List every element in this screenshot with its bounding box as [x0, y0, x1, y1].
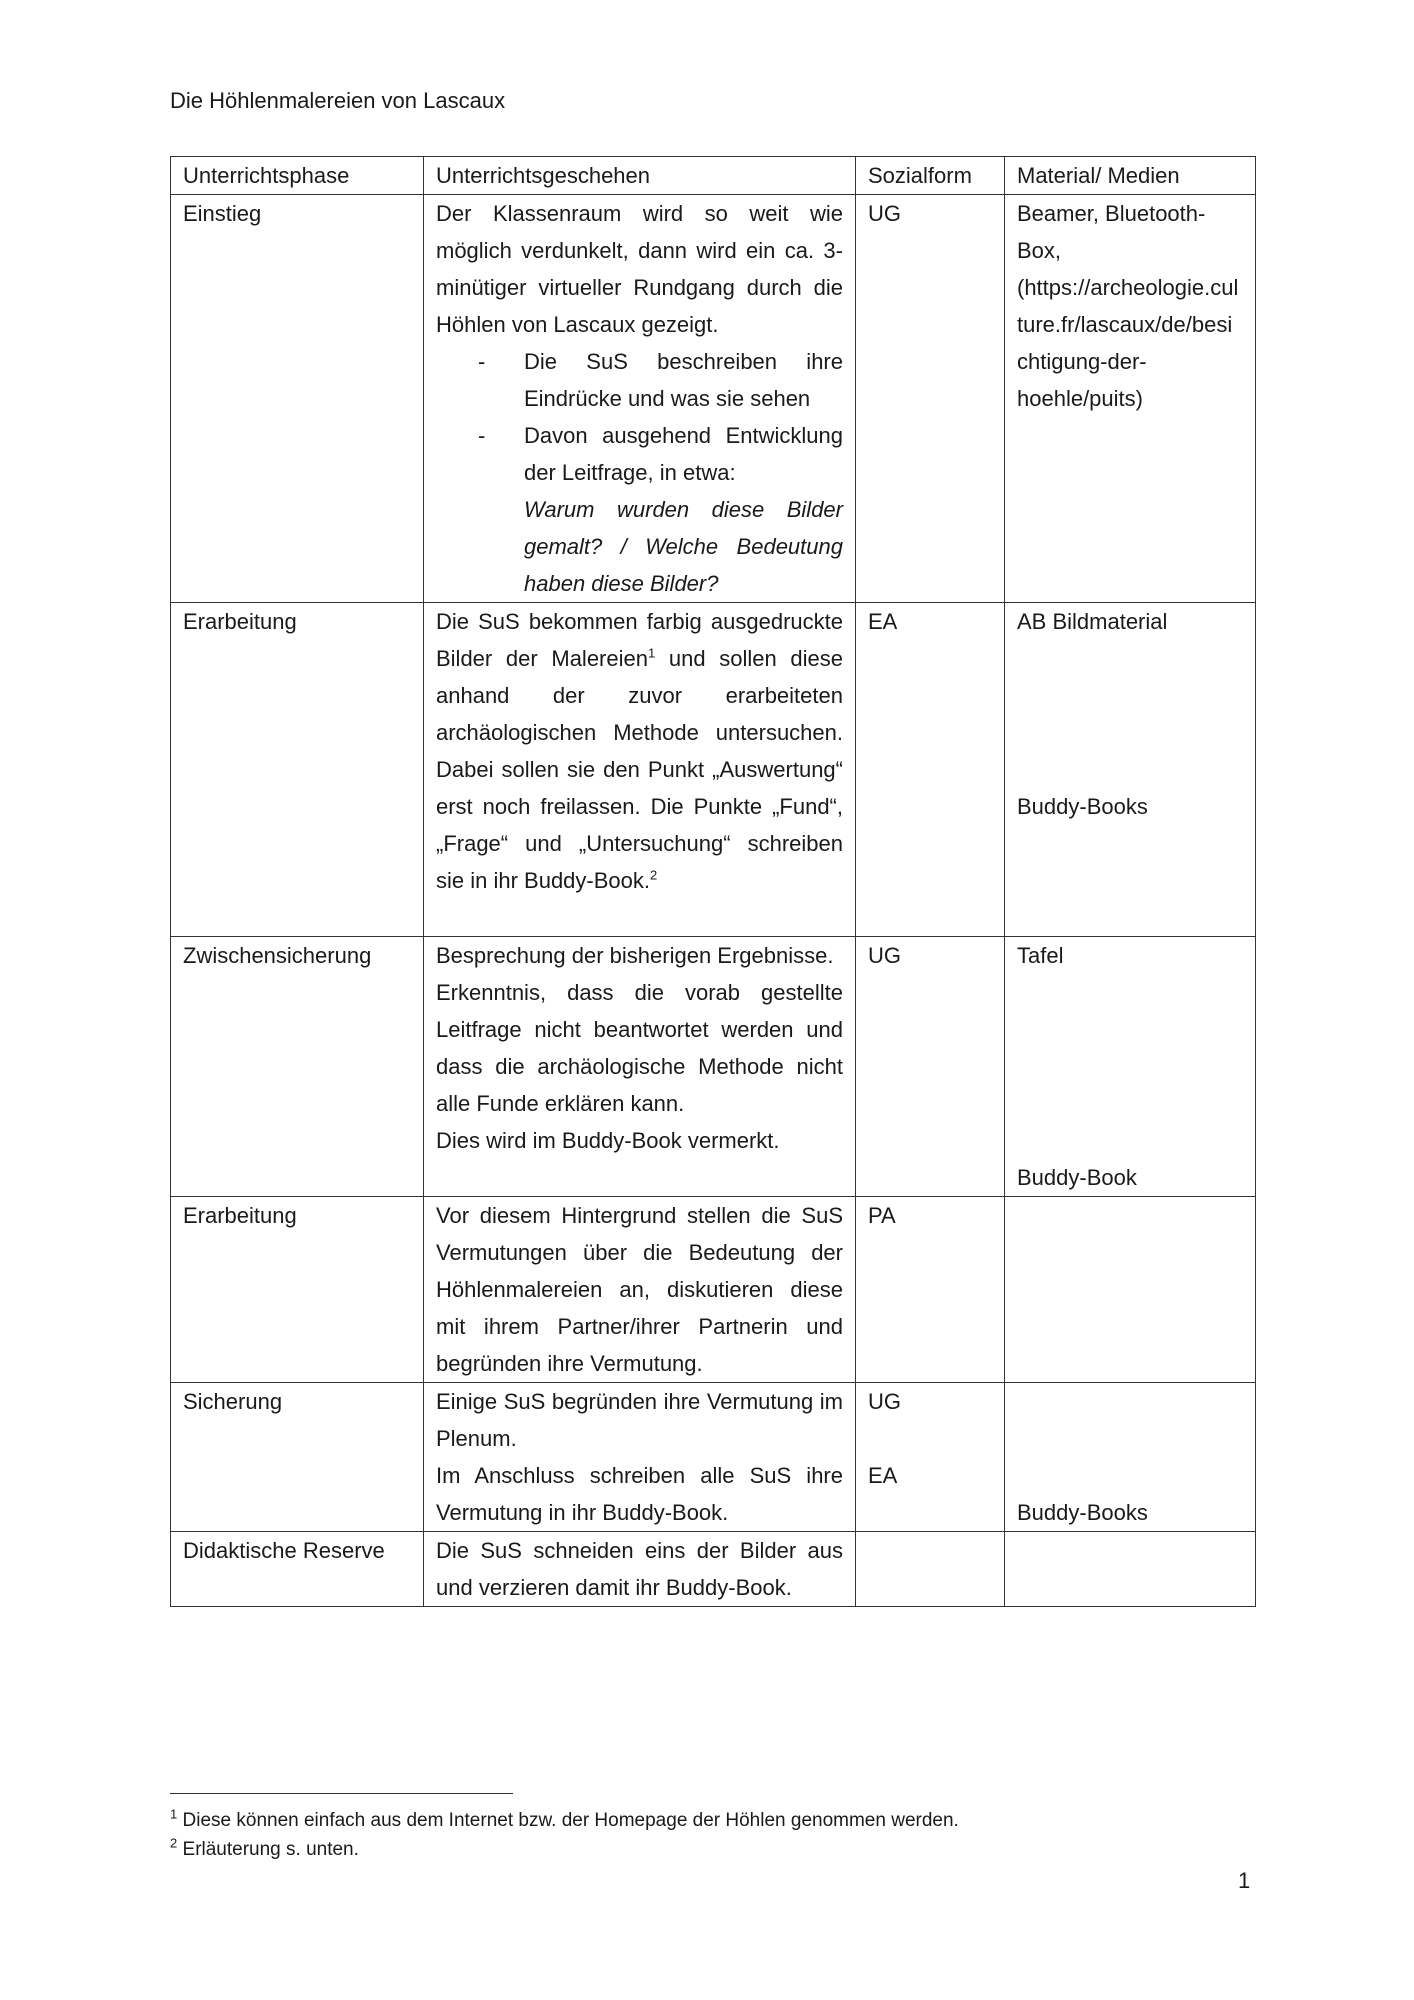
table-row — [171, 603, 1256, 937]
guiding-question: Warum wurden diese Bilder gemalt? / Welche Bedeutung haben diese Bilder? — [524, 497, 843, 596]
list-item: - Davon ausgehend Entwicklung der Leitfrage, in etwa: — [436, 417, 843, 491]
activity-bullet-list — [436, 343, 843, 491]
footnote-text: Erläuterung s. unten. — [182, 1839, 359, 1860]
footnote — [170, 1806, 959, 1835]
table-row — [171, 1532, 1256, 1607]
phase-cell: Zwischensicherung — [171, 937, 424, 1197]
activity-text — [436, 603, 843, 899]
activity-cell — [424, 603, 856, 937]
phase-cell: Erarbeitung — [171, 603, 424, 937]
social-form-cell: EA — [856, 603, 1005, 937]
footnote-reference: 1 — [647, 645, 656, 661]
activity-text: Besprechung der bisherigen Ergebnisse. — [436, 943, 834, 968]
material-cell: Beamer, Bluetooth-Box, (https://archeologie.culture.fr/lascaux/de/besichtigung-der-hoehle/puits) — [1005, 195, 1256, 603]
lesson-plan-table — [170, 156, 1256, 1607]
footnote-divider — [170, 1793, 513, 1794]
activity-text: Im Anschluss schreiben alle SuS ihre Vermutung in ihr Buddy-Book. — [436, 1463, 843, 1525]
footnote-text: Diese können einfach aus dem Internet bzw. der Homepage der Höhlen genommen werden. — [182, 1810, 959, 1831]
activity-cell: Vor diesem Hintergrund stellen die SuS Vermutungen über die Bedeutung der Höhlenmalereien an, diskutieren diese mit ihrem Partner/ihrer Partnerin und begründen ihre Vermutung. — [424, 1197, 856, 1383]
material-cell — [1005, 1197, 1256, 1383]
table-row — [171, 195, 1256, 603]
activity-cell — [424, 937, 856, 1197]
table-row — [171, 1383, 1256, 1532]
material-item: Tafel — [1017, 943, 1064, 968]
activity-text-part: Die SuS bekommen farbig ausgedruckte Bilder der Malereien — [436, 609, 843, 671]
bullet-text: Die SuS beschreiben ihre Eindrücke und was sie sehen — [524, 349, 843, 411]
bullet-text: Davon ausgehend Entwicklung der Leitfrage, in etwa: — [524, 423, 843, 485]
social-form-cell — [856, 1383, 1005, 1532]
page-header: Die Höhlenmalereien von Lascaux — [170, 88, 506, 113]
table-header-row — [171, 157, 1256, 195]
list-item: - Die SuS beschreiben ihre Eindrücke und was sie sehen — [436, 343, 843, 417]
column-header-social-form: Sozialform — [856, 157, 1005, 195]
social-form-cell — [856, 1532, 1005, 1607]
footnotes — [170, 1806, 959, 1864]
footnote — [170, 1835, 959, 1864]
material-cell — [1005, 937, 1256, 1197]
table-row — [171, 1197, 1256, 1383]
material-cell — [1005, 603, 1256, 937]
table-row — [171, 937, 1256, 1197]
social-form-cell: UG — [856, 937, 1005, 1197]
footnote-mark: 1 — [170, 1806, 178, 1822]
material-item: Buddy-Book — [1017, 1165, 1137, 1190]
material-item: Buddy-Books — [1017, 794, 1148, 819]
social-form-cell: PA — [856, 1197, 1005, 1383]
activity-text: Erkenntnis, dass die vorab gestellte Leitfrage nicht beantwortet werden und dass die archäologische Methode nicht alle Funde erklären kann. — [436, 980, 843, 1116]
phase-cell: Sicherung — [171, 1383, 424, 1532]
activity-cell: Die SuS schneiden eins der Bilder aus und verzieren damit ihr Buddy-Book. — [424, 1532, 856, 1607]
activity-text: Einige SuS begründen ihre Vermutung im Plenum. — [436, 1389, 843, 1451]
material-item: Buddy-Books — [1017, 1500, 1148, 1525]
phase-cell: Einstieg — [171, 195, 424, 603]
social-form-item: UG — [868, 1389, 901, 1414]
activity-text-part: und sollen diese anhand der zuvor erarbeiteten archäologischen Methode untersuchen. Dabei sollen sie den Punkt „Auswertung“ erst noch freilassen. Die Punkte „Fund“, „Frage“ und „Untersuchung“ schreiben sie in ihr Buddy-Book. — [436, 646, 843, 893]
activity-text: Dies wird im Buddy-Book vermerkt. — [436, 1128, 780, 1153]
column-header-material: Material/ Medien — [1005, 157, 1256, 195]
column-header-activity: Unterrichtsgeschehen — [424, 157, 856, 195]
phase-cell: Erarbeitung — [171, 1197, 424, 1383]
page-number: 1 — [1238, 1868, 1251, 1893]
social-form-item: EA — [868, 1463, 898, 1488]
social-form-cell: UG — [856, 195, 1005, 603]
phase-cell: Didaktische Reserve — [171, 1532, 424, 1607]
activity-cell — [424, 195, 856, 603]
footnote-mark: 2 — [170, 1835, 178, 1851]
material-item: AB Bildmaterial — [1017, 609, 1168, 634]
activity-text: Der Klassenraum wird so weit wie möglich verdunkelt, dann wird ein ca. 3-minütiger virtueller Rundgang durch die Höhlen von Lascaux gezeigt. — [436, 201, 843, 337]
activity-cell — [424, 1383, 856, 1532]
material-cell — [1005, 1532, 1256, 1607]
material-cell — [1005, 1383, 1256, 1532]
column-header-phase: Unterrichtsphase — [171, 157, 424, 195]
footnote-reference: 2 — [650, 867, 658, 883]
